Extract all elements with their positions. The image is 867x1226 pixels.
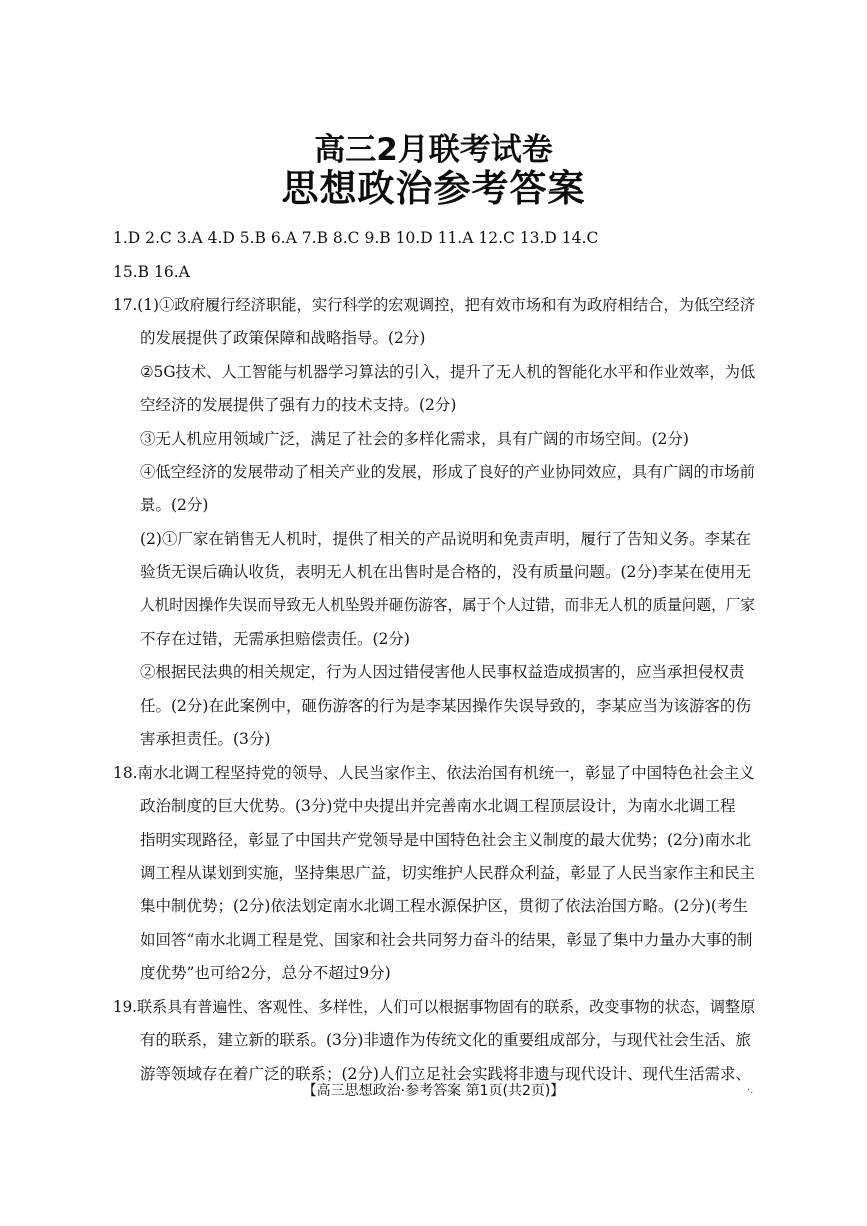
q17-text-line: (2)①厂家在销售无人机时，提供了相关的产品说明和免责声明，履行了告知义务。李某在 [140, 530, 751, 548]
q17-text-line: ②根据民法典的相关规定，行为人因过错侵害他人民事权益造成损害的，应当承担侵权责 [140, 663, 745, 681]
q17-text-line: 任。(2分)在此案例中，砸伤游客的行为是李某因操作失误导致的，李某应当为该游客的伤 [140, 697, 751, 715]
q17-text-line: ④低空经济的发展带动了相关产业的发展，形成了良好的产业协同效应，具有广阔的市场前 [140, 463, 756, 481]
q18-text-line: 指明实现路径，彰显了中国共产党领导是中国特色社会主义制度的最大优势；(2分)南水北 [140, 831, 751, 849]
q18-text-line: 18.南水北调工程坚持党的领导、人民当家作主、依法治国有机统一，彰显了中国特色社会主义 [113, 764, 755, 782]
q17-text-line: ③无人机应用领域广泛，满足了社会的多样化需求，具有广阔的市场空间。(2分) [140, 430, 689, 448]
q17-text-line: 景。(2分) [140, 496, 209, 514]
q19-text-line: 19.联系具有普遍性、客观性、多样性，人们可以根据事物固有的联系，改变事物的状态，调整原 [113, 998, 756, 1016]
q17-text-line: 验货无误后确认收货，表明无人机在出售时是合格的，没有质量问题。(2分)李某在使用无 [140, 563, 751, 581]
subject-title: 思想政治参考答案 [281, 167, 586, 210]
choice-answers-line-2: 15.B 16.A [113, 263, 190, 281]
q18-text-line: 调工程从谋划到实施，坚持集思广益，切实维护人民群众利益，彰显了人民当家作主和民主 [140, 864, 756, 882]
q18-text-line: 如回答“南水北调工程是党、国家和社会共同努力奋斗的结果，彰显了集中力量办大事的制 [140, 931, 753, 949]
q17-text-line: 17.(1)①政府履行经济职能，实行科学的宏观调控，把有效市场和有为政府相结合，为低空经济 [113, 296, 756, 314]
q17-text-line: 的发展提供了政策保障和战略指导。(2分) [140, 329, 426, 347]
q17-text-line: ②5G技术、人工智能与机器学习算法的引入，提升了无人机的智能化水平和作业效率，为低 [140, 363, 756, 381]
q19-text-line: 有的联系，建立新的联系。(3分)非遗作为传统文化的重要组成部分，与现代社会生活、旅 [140, 1031, 751, 1049]
q18-text-line: 集中制优势；(2分)依法划定南水北调工程水源保护区，贯彻了依法治国方略。(2分)(考生 [140, 897, 748, 915]
q19-text-line: 游等领域存在着广泛的联系；(2分)人们立足社会实践将非遗与现代设计、现代生活需求、 [140, 1065, 751, 1083]
q17-text-line: 空经济的发展提供了强有力的技术支持。(2分) [140, 396, 457, 414]
choice-answers-line-1: 1.D 2.C 3.A 4.D 5.B 6.A 7.B 8.C 9.B 10.D 11.A 12.C 13.D 14.C [113, 229, 599, 247]
q17-text-line: 人机时因操作失误而导致无人机坠毁并砸伤游客，属于个人过错，而非无人机的质量问题，厂家 [140, 596, 756, 614]
exam-title: 高三2月联考试卷 [314, 132, 553, 168]
q17-text-line: 害承担责任。(3分) [140, 730, 271, 748]
page-footer: 【高三思想政治·参考答案 第1页(共2页)】 [302, 1083, 565, 1099]
scan-mark: ·. [747, 1085, 754, 1096]
q17-text-line: 不存在过错，无需承担赔偿责任。(2分) [140, 630, 410, 648]
q18-text-line: 度优势”也可给2分，总分不超过9分) [140, 964, 391, 982]
q18-text-line: 政治制度的巨大优势。(3分)党中央提出并完善南水北调工程顶层设计，为南水北调工程 [140, 797, 736, 815]
